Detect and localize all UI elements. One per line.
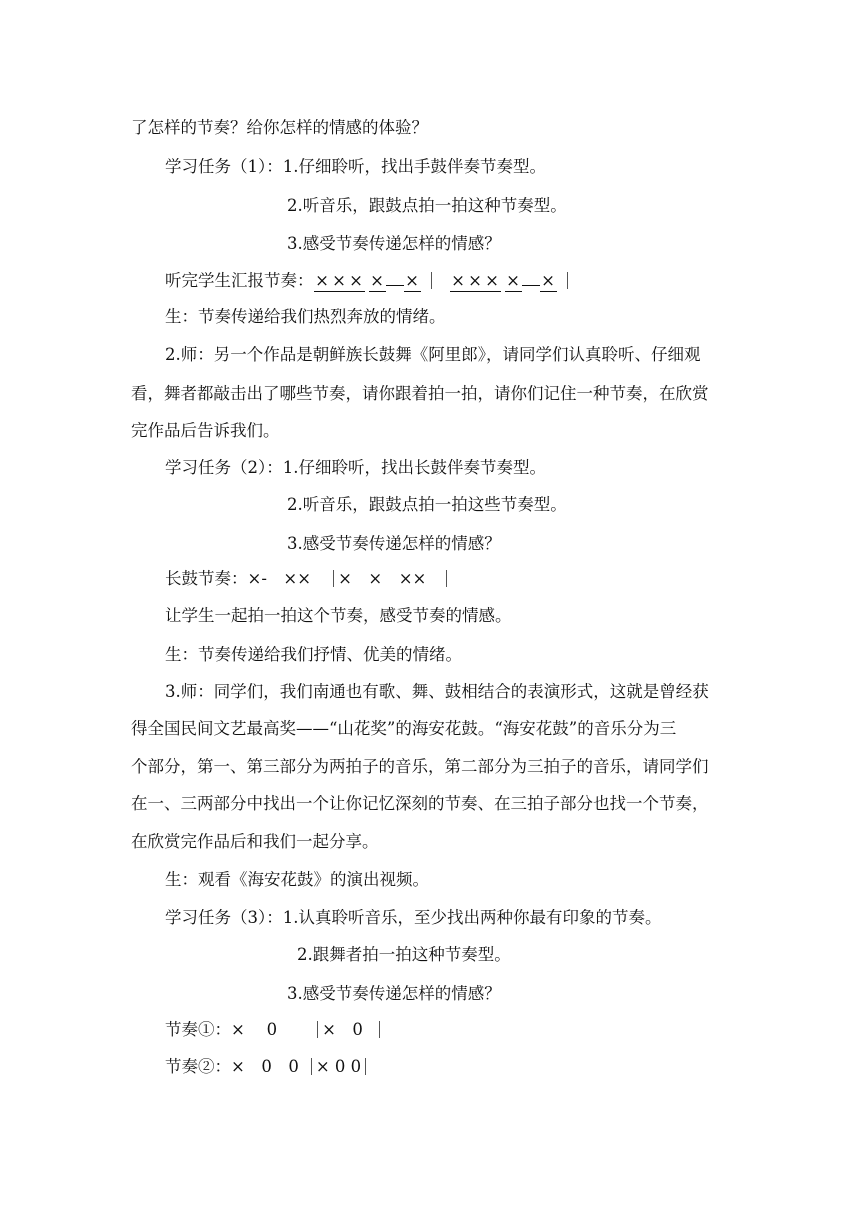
task-3-item-2: 2.跟舞者拍一拍这种节奏型。 (297, 945, 511, 964)
rhythm-notation-1 (314, 271, 572, 290)
text-line: 了怎样的节奏？给你怎样的情感的体验？ (131, 118, 428, 137)
bar-line (333, 570, 334, 587)
rhythm-2-line (165, 1057, 370, 1077)
bar-line (446, 570, 447, 587)
paragraph-3-line-3: 个部分，第一、第三部分为两拍子的音乐，第二部分为三拍子的音乐，请同学们 (131, 757, 709, 776)
text-line: 生：观看《海安花鼓》的演出视频。 (165, 870, 429, 889)
rhythm-1-measure-2: × 0 (322, 1020, 363, 1039)
changgu-rhythm-label: 长鼓节奏： (165, 569, 248, 588)
rhythm-2-label: 节奏②： (165, 1057, 231, 1076)
bar-line (365, 1058, 366, 1075)
bar-line (317, 1021, 318, 1038)
note-x: × (451, 271, 465, 290)
rhythm-report-label: 听完学生汇报节奏： (165, 271, 314, 290)
paragraph-2-line-3: 完作品后告诉我们。 (131, 421, 280, 440)
rhythm-report-line (165, 271, 572, 292)
text-line: 让学生一起拍一拍这个节奏，感受节奏的情感。 (165, 606, 512, 625)
note-x: × (541, 271, 555, 290)
rhythm-1-measure-1: × 0 (231, 1020, 278, 1039)
note-x: × (332, 271, 346, 290)
paragraph-3-line-5: 在欣赏完作品后和我们一起分享。 (131, 832, 379, 851)
rhythm-1-label: 节奏①： (165, 1020, 231, 1039)
bar-line (379, 1021, 380, 1038)
paragraph-3-line-2: 得全国民间文艺最高奖——“山花奖”的海安花鼓。“海安花鼓”的音乐分为三 (131, 719, 677, 738)
paragraph-3-line-4: 在一、三两部分中找出一个让你记忆深刻的节奏、在三拍子部分也找一个节奏， (131, 794, 709, 813)
note-x: × (506, 271, 520, 290)
note-x: × (349, 271, 363, 290)
task-1-item-3: 3.感受节奏传递怎样的情感？ (287, 234, 501, 253)
paragraph-2-line-2: 看，舞者都敲击出了哪些节奏，请你跟着拍一拍，请你们记住一种节奏，在欣赏 (131, 384, 709, 403)
bar-line (431, 272, 432, 289)
task-2-item-1: 学习任务（2）：1.仔细聆听，找出长鼓伴奏节奏型。 (165, 458, 546, 477)
paragraph-2-line-1: 2.师：另一个作品是朝鲜族长鼓舞《阿里郎》，请同学们认真聆听、仔细观 (165, 345, 701, 364)
task-2-item-2: 2.听音乐，跟鼓点拍一拍这些节奏型。 (287, 495, 567, 514)
task-2-item-3: 3.感受节奏传递怎样的情感？ (287, 534, 501, 553)
text-line: 生：节奏传递给我们热烈奔放的情绪。 (165, 307, 446, 326)
text-line: 生：节奏传递给我们抒情、优美的情绪。 (165, 645, 462, 664)
changgu-measure-2: × × ×× (338, 569, 427, 588)
task-3-item-1: 学习任务（3）：1.认真聆听音乐，至少找出两种你最有印象的节奏。 (165, 908, 662, 927)
changgu-rhythm-line (165, 569, 451, 589)
bar-line (311, 1058, 312, 1075)
task-3-item-3: 3.感受节奏传递怎样的情感？ (287, 984, 501, 1003)
note-x: × (485, 271, 499, 290)
bar-line (567, 272, 568, 289)
note-x: × (370, 271, 384, 290)
note-x: × (405, 271, 419, 290)
paragraph-3-line-1: 3.师：同学们，我们南通也有歌、舞、鼓相结合的表演形式，这就是曾经获 (165, 682, 709, 701)
rhythm-2-measure-2: × 0 0 (315, 1057, 362, 1076)
task-1-item-2: 2.听音乐，跟鼓点拍一拍这种节奏型。 (287, 196, 567, 215)
task-1-item-1: 学习任务（1）：1.仔细聆听，找出手鼓伴奏节奏型。 (165, 157, 546, 176)
note-x: × (468, 271, 482, 290)
rhythm-2-measure-1: × 0 0 (231, 1057, 299, 1076)
note-x: × (315, 271, 329, 290)
changgu-measure-1: ×- ×× (247, 569, 312, 588)
rhythm-1-line (165, 1020, 384, 1040)
